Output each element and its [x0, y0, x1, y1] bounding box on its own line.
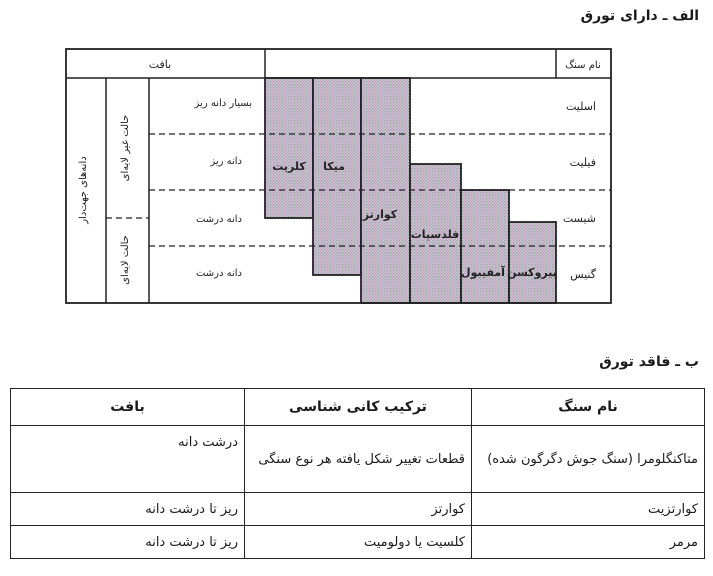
cell-rock-name: مرمر — [472, 526, 705, 559]
col-header-rock-name: نام سنگ — [472, 389, 705, 426]
state-banded-label: حالت لایه‌ای — [120, 235, 131, 285]
cell-composition: کلسیت یا دولومیت — [245, 526, 472, 559]
cell-composition: قطعات تغییر شکل یافته هر نوع سنگی — [245, 426, 472, 493]
mineral-bar-pyroxene — [509, 222, 556, 303]
cell-composition: کوارتز — [245, 493, 472, 526]
table-row — [11, 426, 705, 493]
texture-label: دانه درشت — [195, 214, 242, 225]
table-header-row — [11, 389, 705, 426]
foliated-grains-label: دانه‌های جهت‌دار — [78, 156, 89, 224]
rock-name: گنیس — [570, 268, 596, 281]
mineral-label-mica: میکا — [323, 160, 345, 173]
col-header-texture: بافت — [11, 389, 245, 426]
col-header-composition: ترکیب کانی شناسی — [245, 389, 472, 426]
mineral-label-chlorite: کلریت — [272, 160, 306, 173]
non-foliated-table — [10, 388, 705, 559]
mineral-bar-chlorite — [265, 78, 313, 218]
table-row — [11, 526, 705, 559]
cell-rock-name: کوارتزیت — [472, 493, 705, 526]
section-b-title: ب ـ فاقد تورق — [599, 354, 699, 370]
mineral-label-pyroxene: پیروکسن — [507, 266, 557, 279]
mineral-label-feldspar: فلدسپات — [410, 228, 460, 241]
state-nonbanded-label: حالت غیر لایه‌ای — [120, 114, 131, 182]
cell-texture: درشت دانه — [11, 426, 245, 493]
section-a-title: الف ـ دارای تورق — [580, 8, 699, 24]
texture-label: دانه درشت — [195, 268, 242, 279]
rock-name: فیلیت — [569, 156, 596, 169]
mineral-label-amphibole: آمفیبول — [461, 266, 505, 279]
mineral-label-quartz: کوارتز — [362, 208, 398, 221]
cell-rock-name: متاکنگلومرا (سنگ جوش دگرگون شده) — [472, 426, 705, 493]
table-row — [11, 493, 705, 526]
header-texture: بافت — [148, 58, 172, 71]
rock-name: اسلیت — [565, 100, 596, 113]
cell-texture: ریز تا درشت دانه — [11, 493, 245, 526]
header-rock-name: نام سنگ — [565, 60, 601, 71]
rock-name: شیست — [562, 212, 596, 225]
cell-texture: ریز تا درشت دانه — [11, 526, 245, 559]
texture-label: بسیار دانه ریز — [194, 98, 252, 109]
texture-label: دانه ریز — [210, 156, 242, 167]
